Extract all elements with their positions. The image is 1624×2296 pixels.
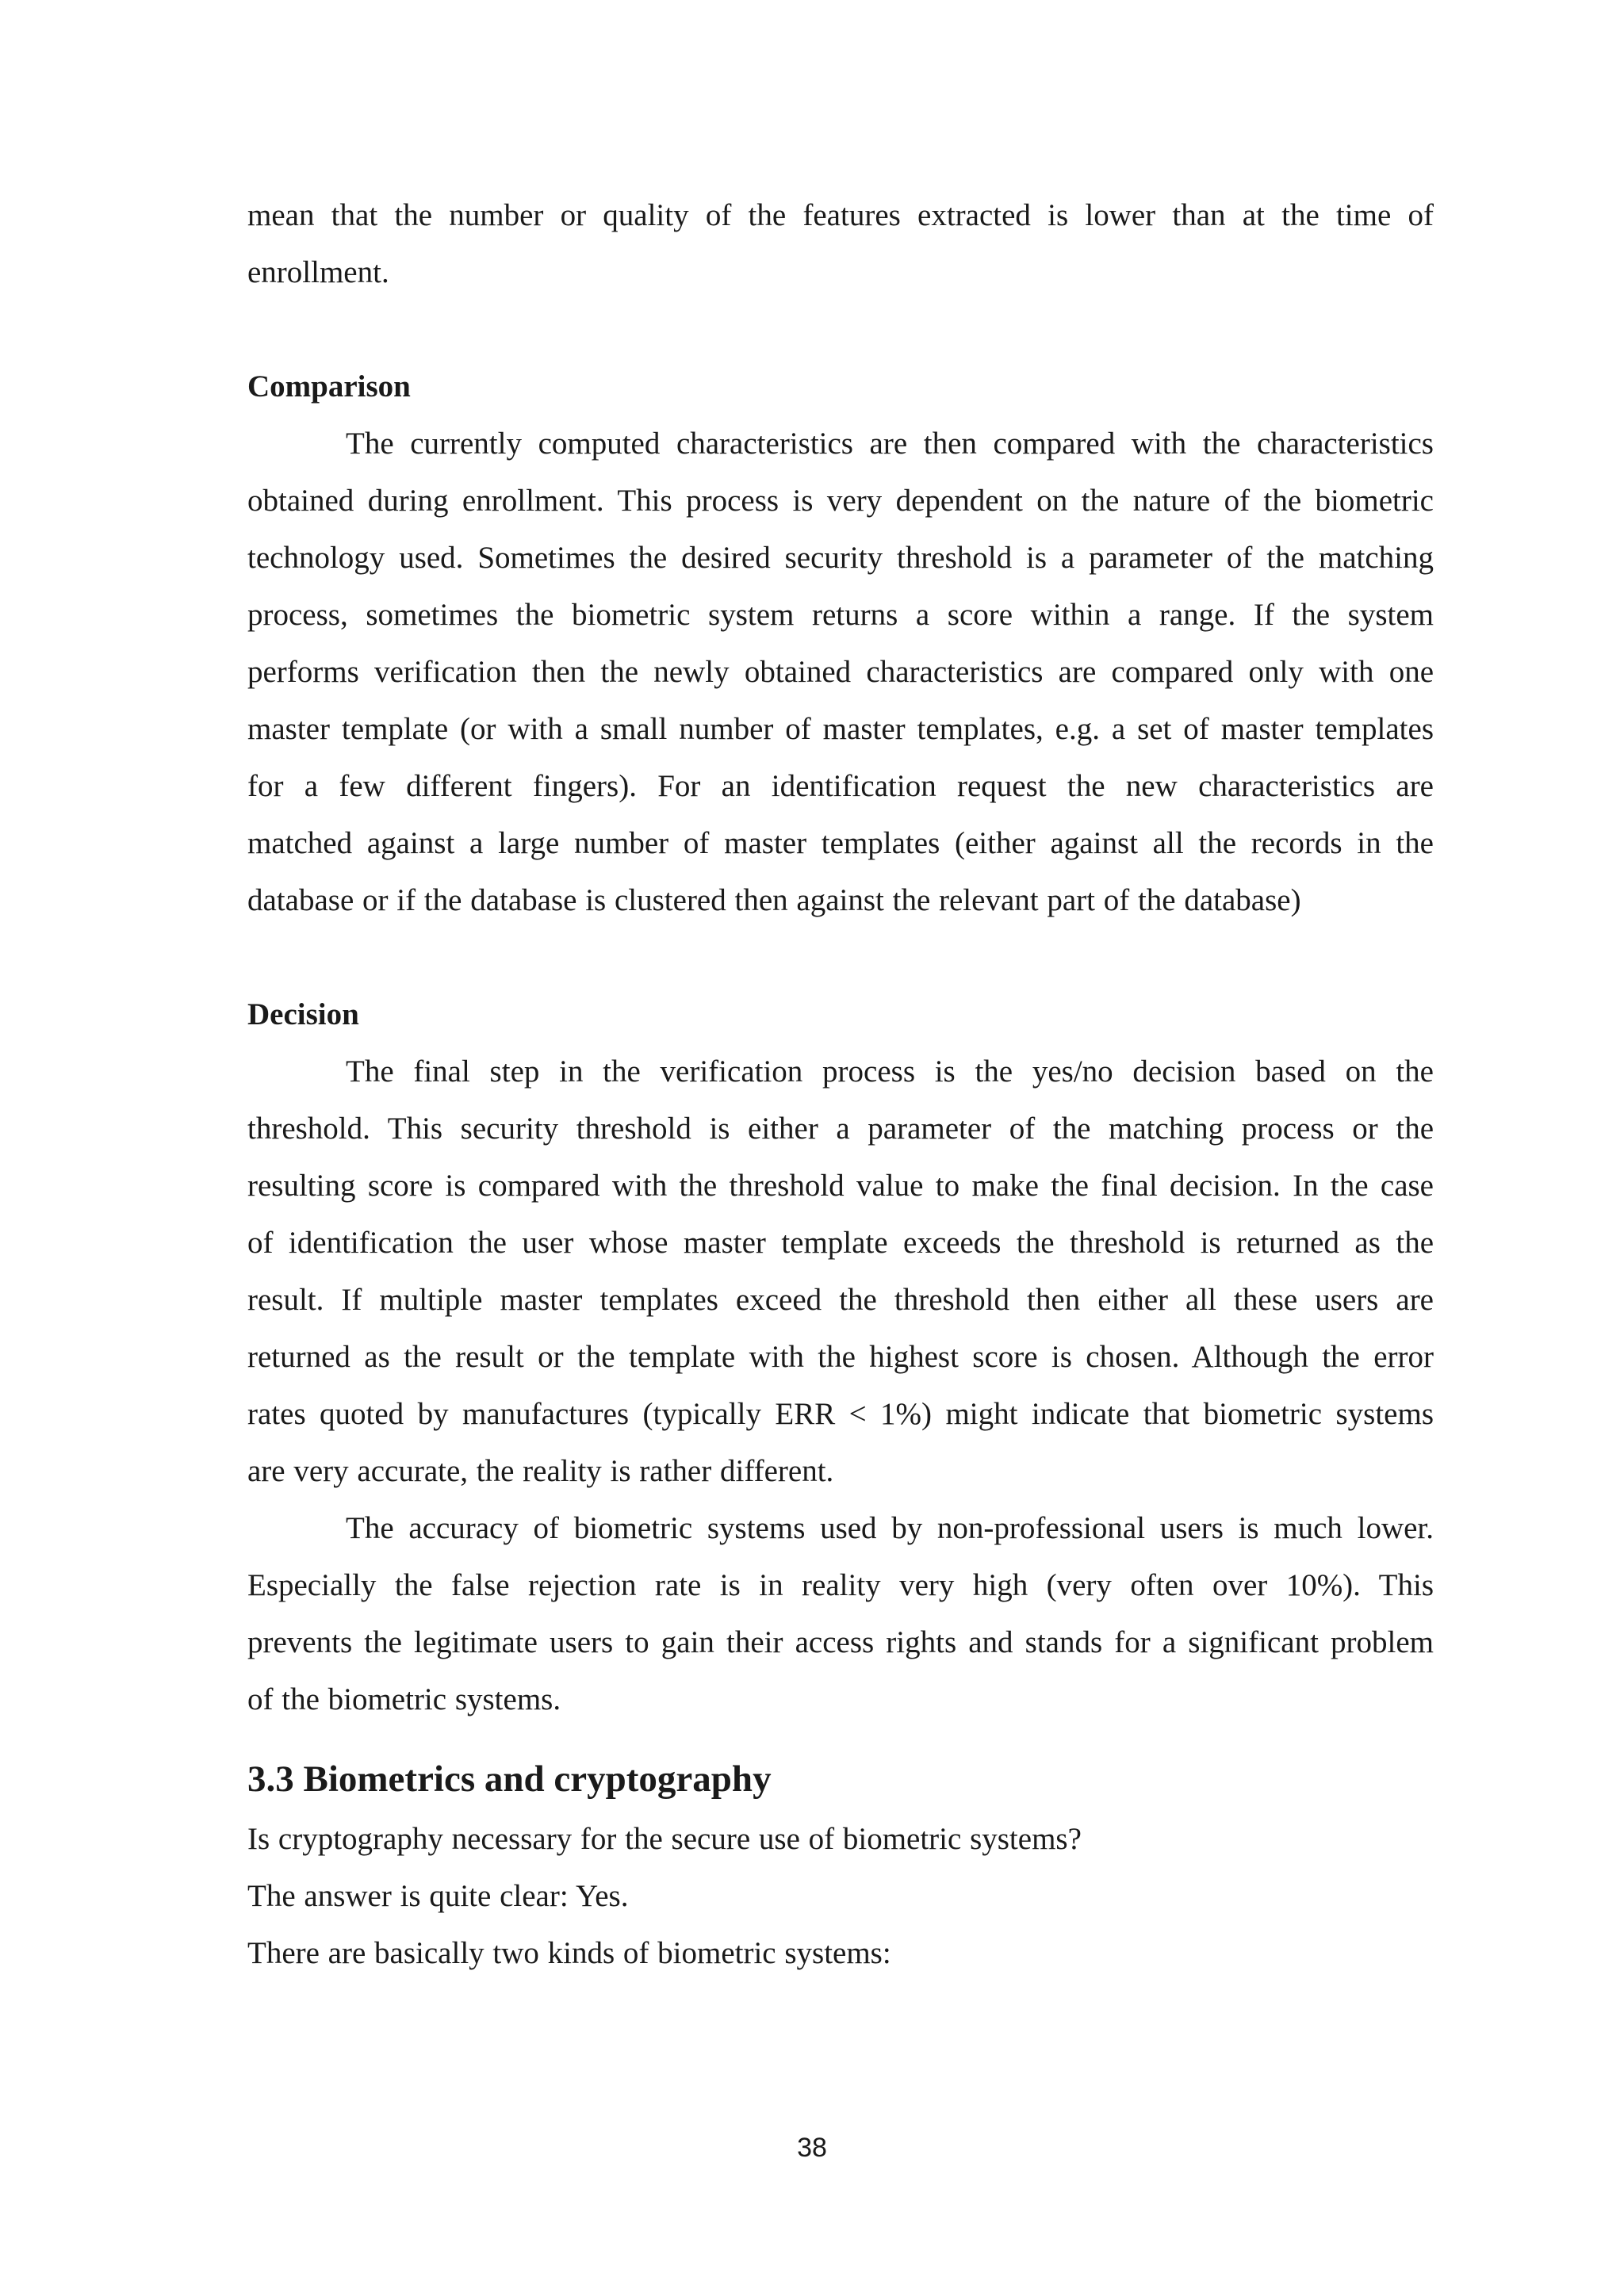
text-line: technology used. Sometimes the desired security threshold is a parameter of the matching xyxy=(247,541,1434,575)
text-line: mean that the number or quality of the features extracted is lower than at the time of xyxy=(247,198,1434,232)
text-line: matched against a large number of master templates (either against all the records in the xyxy=(247,826,1434,860)
text-line: are very accurate, the reality is rather different. xyxy=(247,1454,834,1488)
text-line: performs verification then the newly obtained characteristics are compared only with one xyxy=(247,655,1434,689)
text-line: Is cryptography necessary for the secure use of biometric systems? xyxy=(247,1822,1082,1856)
text-line: rates quoted by manufactures (typically ERR < 1%) might indicate that biometric systems xyxy=(247,1397,1434,1431)
spacer xyxy=(247,929,1434,986)
text-line: enrollment. xyxy=(247,255,389,289)
decision-paragraph-1 xyxy=(247,1043,1434,1500)
comparison-paragraph xyxy=(247,415,1434,929)
intro-paragraph xyxy=(247,187,1434,301)
text-line: of identification the user whose master template exceeds the threshold is returned as the xyxy=(247,1226,1434,1260)
text-line: obtained during enrollment. This process is very dependent on the nature of the biometric xyxy=(247,484,1434,518)
text-line: threshold. This security threshold is either a parameter of the matching process or the xyxy=(247,1112,1434,1146)
text-line: of the biometric systems. xyxy=(247,1682,561,1716)
text-line: The accuracy of biometric systems used by non-professional users is much lower. xyxy=(346,1511,1434,1545)
text-line: Especially the false rejection rate is in reality very high (very often over 10%). This xyxy=(247,1568,1434,1602)
text-line: The answer is quite clear: Yes. xyxy=(247,1879,629,1913)
spacer xyxy=(247,301,1434,358)
comparison-heading: Comparison xyxy=(247,369,411,404)
text-line: database or if the database is clustered then against the relevant part of the database) xyxy=(247,883,1301,917)
text-line: resulting score is compared with the threshold value to make the final decision. In the case xyxy=(247,1169,1434,1203)
section-paragraph xyxy=(247,1811,1434,1982)
text-line: prevents the legitimate users to gain their access rights and stands for a significant problem xyxy=(247,1625,1434,1659)
text-line: The currently computed characteristics are then compared with the characteristics xyxy=(346,427,1434,461)
text-line: process, sometimes the biometric system returns a score within a range. If the system xyxy=(247,598,1434,632)
text-line: for a few different fingers). For an identification request the new characteristics are xyxy=(247,769,1434,803)
page-number: 38 xyxy=(797,2133,827,2163)
text-line: There are basically two kinds of biometric systems: xyxy=(247,1936,891,1970)
text-line: master template (or with a small number of master templates, e.g. a set of master templates xyxy=(247,712,1434,746)
decision-paragraph-2 xyxy=(247,1500,1434,1728)
decision-heading: Decision xyxy=(247,997,359,1031)
text-line: The final step in the verification process is the yes/no decision based on the xyxy=(346,1054,1434,1089)
page-body xyxy=(247,187,1434,1982)
section-heading: 3.3 Biometrics and cryptography xyxy=(247,1758,772,1800)
text-line: result. If multiple master templates exceed the threshold then either all these users are xyxy=(247,1283,1434,1317)
text-line: returned as the result or the template with the highest score is chosen. Although the error xyxy=(247,1340,1434,1374)
